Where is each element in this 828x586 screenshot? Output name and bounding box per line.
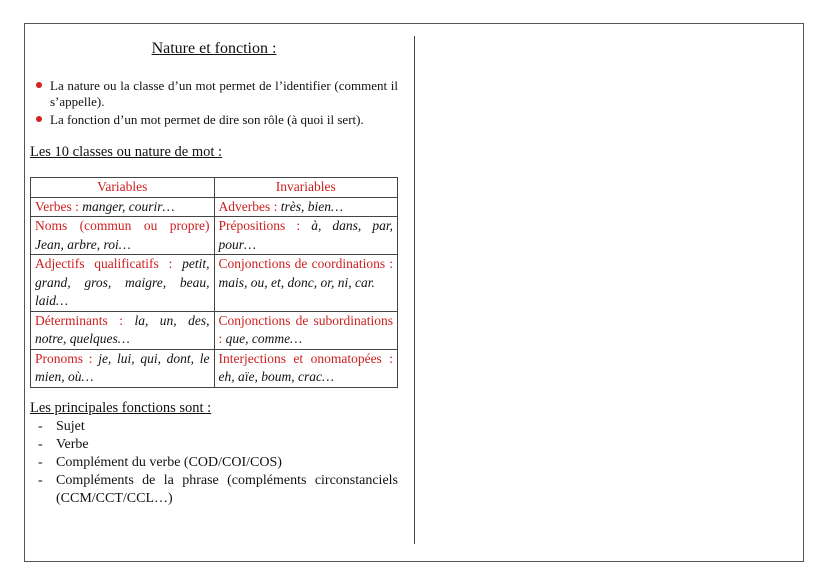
class-label: Verbes : (35, 198, 79, 214)
table-cell (31, 311, 215, 349)
table-cell (31, 217, 215, 255)
dash-icon: - (38, 437, 43, 452)
function-item: Complément du verbe (COD/COI/COS) (56, 455, 282, 470)
class-label: Adverbes : (218, 198, 278, 214)
table-cell (31, 197, 215, 217)
class-examples: Jean, arbre, roi… (35, 236, 131, 252)
class-examples: eh, aïe, boum, crac… (218, 369, 334, 384)
table-row (31, 255, 398, 312)
class-label: Prépositions : (218, 218, 301, 233)
class-examples: petit, grand, gros, maigre, beau, laid… (35, 256, 210, 308)
header-variables: Variables (31, 178, 215, 198)
bullet-icon (36, 82, 42, 88)
definition-fonction: La fonction d’un mot permet de dire son rôle (à quoi il sert). (50, 112, 364, 127)
classes-table (30, 177, 398, 388)
list-item (30, 472, 398, 508)
table-row (31, 217, 398, 255)
column-divider (414, 36, 415, 544)
class-label: Conjonctions de subordinations : (218, 312, 393, 346)
class-examples: mais, ou, et, donc, or, ni, car. (218, 274, 375, 290)
title-wrap (30, 36, 398, 58)
table-cell (214, 197, 398, 217)
bullet-icon (36, 116, 42, 122)
dash-icon: - (38, 419, 43, 434)
definition-nature: La nature ou la classe d’un mot permet de l’identifier (comment il s’appelle). (50, 78, 398, 109)
class-label: Pronoms : (35, 350, 93, 366)
table-cell (31, 255, 215, 312)
class-examples: très, bien… (280, 198, 343, 214)
classes-heading: Les 10 classes ou nature de mot : (30, 144, 223, 160)
definition-list (30, 78, 398, 130)
page-title: Nature et fonction : (151, 40, 277, 57)
list-item (30, 418, 398, 436)
list-item (30, 454, 398, 472)
class-examples: manger, courir… (82, 198, 175, 214)
function-item: Sujet (56, 419, 85, 434)
table-cell (31, 349, 215, 387)
table-header-row (31, 178, 398, 198)
class-label: Déterminants : (35, 312, 123, 328)
class-examples: je, lui, qui, dont, le mien, où… (35, 350, 210, 384)
function-item: Compléments de la phrase (compléments circonstanciels (CCM/CCT/CCL…) (56, 473, 398, 506)
class-label: Adjectifs qualificatifs : (35, 256, 173, 271)
table-cell (214, 311, 398, 349)
table-cell (214, 217, 398, 255)
class-examples: que, comme… (225, 331, 303, 346)
list-item (30, 78, 398, 110)
class-examples: la, un, des, notre, quelques… (35, 312, 210, 346)
class-label: Conjonctions de coordinations : (218, 256, 393, 271)
table-row (31, 311, 398, 349)
class-label: Interjections et onomatopées : (218, 350, 393, 366)
list-item (30, 112, 398, 128)
list-item (30, 436, 398, 454)
functions-list (30, 418, 398, 508)
header-invariables: Invariables (214, 178, 398, 198)
dash-icon: - (38, 473, 43, 488)
class-label: Noms (commun ou propre) (35, 218, 210, 233)
functions-heading: Les principales fonctions sont : (30, 400, 212, 416)
table-cell (214, 255, 398, 312)
table-row (31, 197, 398, 217)
function-item: Verbe (56, 437, 89, 452)
dash-icon: - (38, 455, 43, 470)
table-row (31, 349, 398, 387)
table-cell (214, 349, 398, 387)
class-examples: à, dans, par, pour… (218, 218, 393, 252)
